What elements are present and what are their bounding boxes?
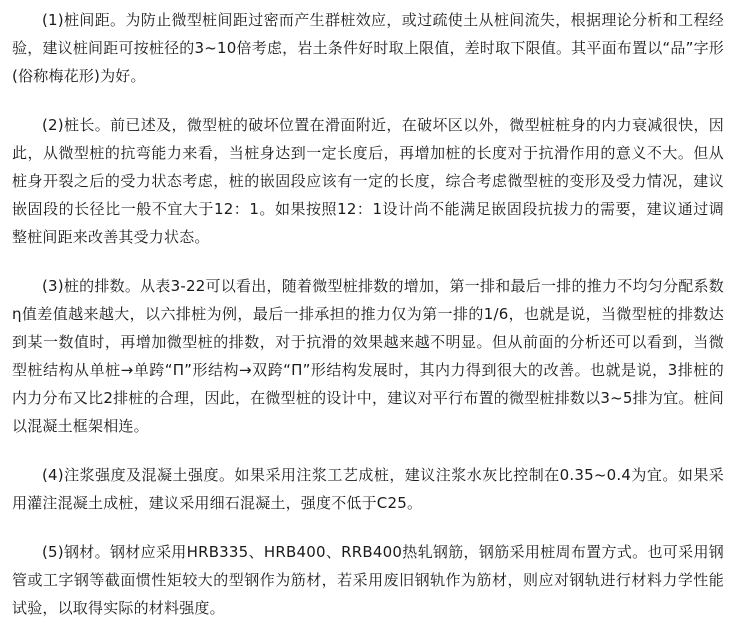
paragraph-grout-concrete-strength: (4)注浆强度及混凝土强度。如果采用注浆工艺成桩，建议注浆水灰比控制在0.35~0.4为宜。如果采用灌注混凝土成桩，建议采用细石混凝土，强度不低于C25。 — [12, 466, 724, 512]
paragraph-pile-rows: (3)桩的排数。从表3-22可以看出，随着微型桩排数的增加，第一排和最后一排的推力不均匀分配系数η值差值越来越大，以六排桩为例，最后一排承担的推力仅为第一排的1/6，也就是说，当微型桩的排数达到某一数值时，再增加微型桩的排数，对于抗滑的效果越来越不明显。但从前面的分析还可以看到，当微型桩结构从单桩→单跨“Π”形结构→双跨“Π”形结构发展时，其内力得到很大的改善。也就是说，3排桩的内力分布又比2排桩的合理，因此，在微型桩的设计中，建议对平行布置的微型桩排数以3~5排为宜。桩间以混凝土框架相连。 — [12, 277, 724, 435]
paragraph-steel: (5)钢材。钢材应采用HRB335、HRB400、RRB400热轧钢筋，钢筋采用桩周布置方式。也可采用钢管或工字钢等截面惯性矩较大的型钢作为筋材，若采用废旧钢轨作为筋材，则应对钢轨进行材料力学性能试验，以取得实际的材料强度。 — [12, 543, 724, 617]
paragraph-pile-length: (2)桩长。前已述及，微型桩的破坏位置在滑面附近，在破坏区以外，微型桩桩身的内力衰减很快，因此，从微型桩的抗弯能力来看，当桩身达到一定长度后，再增加桩的长度对于抗滑作用的意义不大。但从桩身开裂之后的受力状态考虑，桩的嵌固段应该有一定的长度，综合考虑微型桩的变形及受力情况，建议嵌固段的长径比一般不宜大于12：1。如果按照12：1设计尚不能满足嵌固段抗拔力的需要，建议通过调整桩间距来改善其受力状态。 — [12, 116, 724, 246]
document-body — [12, 6, 724, 622]
paragraph-pile-spacing: (1)桩间距。为防止微型桩间距过密而产生群桩效应，或过疏使土从桩间流失，根据理论分析和工程经验，建议桩间距可按桩径的3~10倍考虑，岩土条件好时取上限值，差时取下限值。其平面布置以“品”字形(俗称梅花形)为好。 — [12, 11, 724, 85]
